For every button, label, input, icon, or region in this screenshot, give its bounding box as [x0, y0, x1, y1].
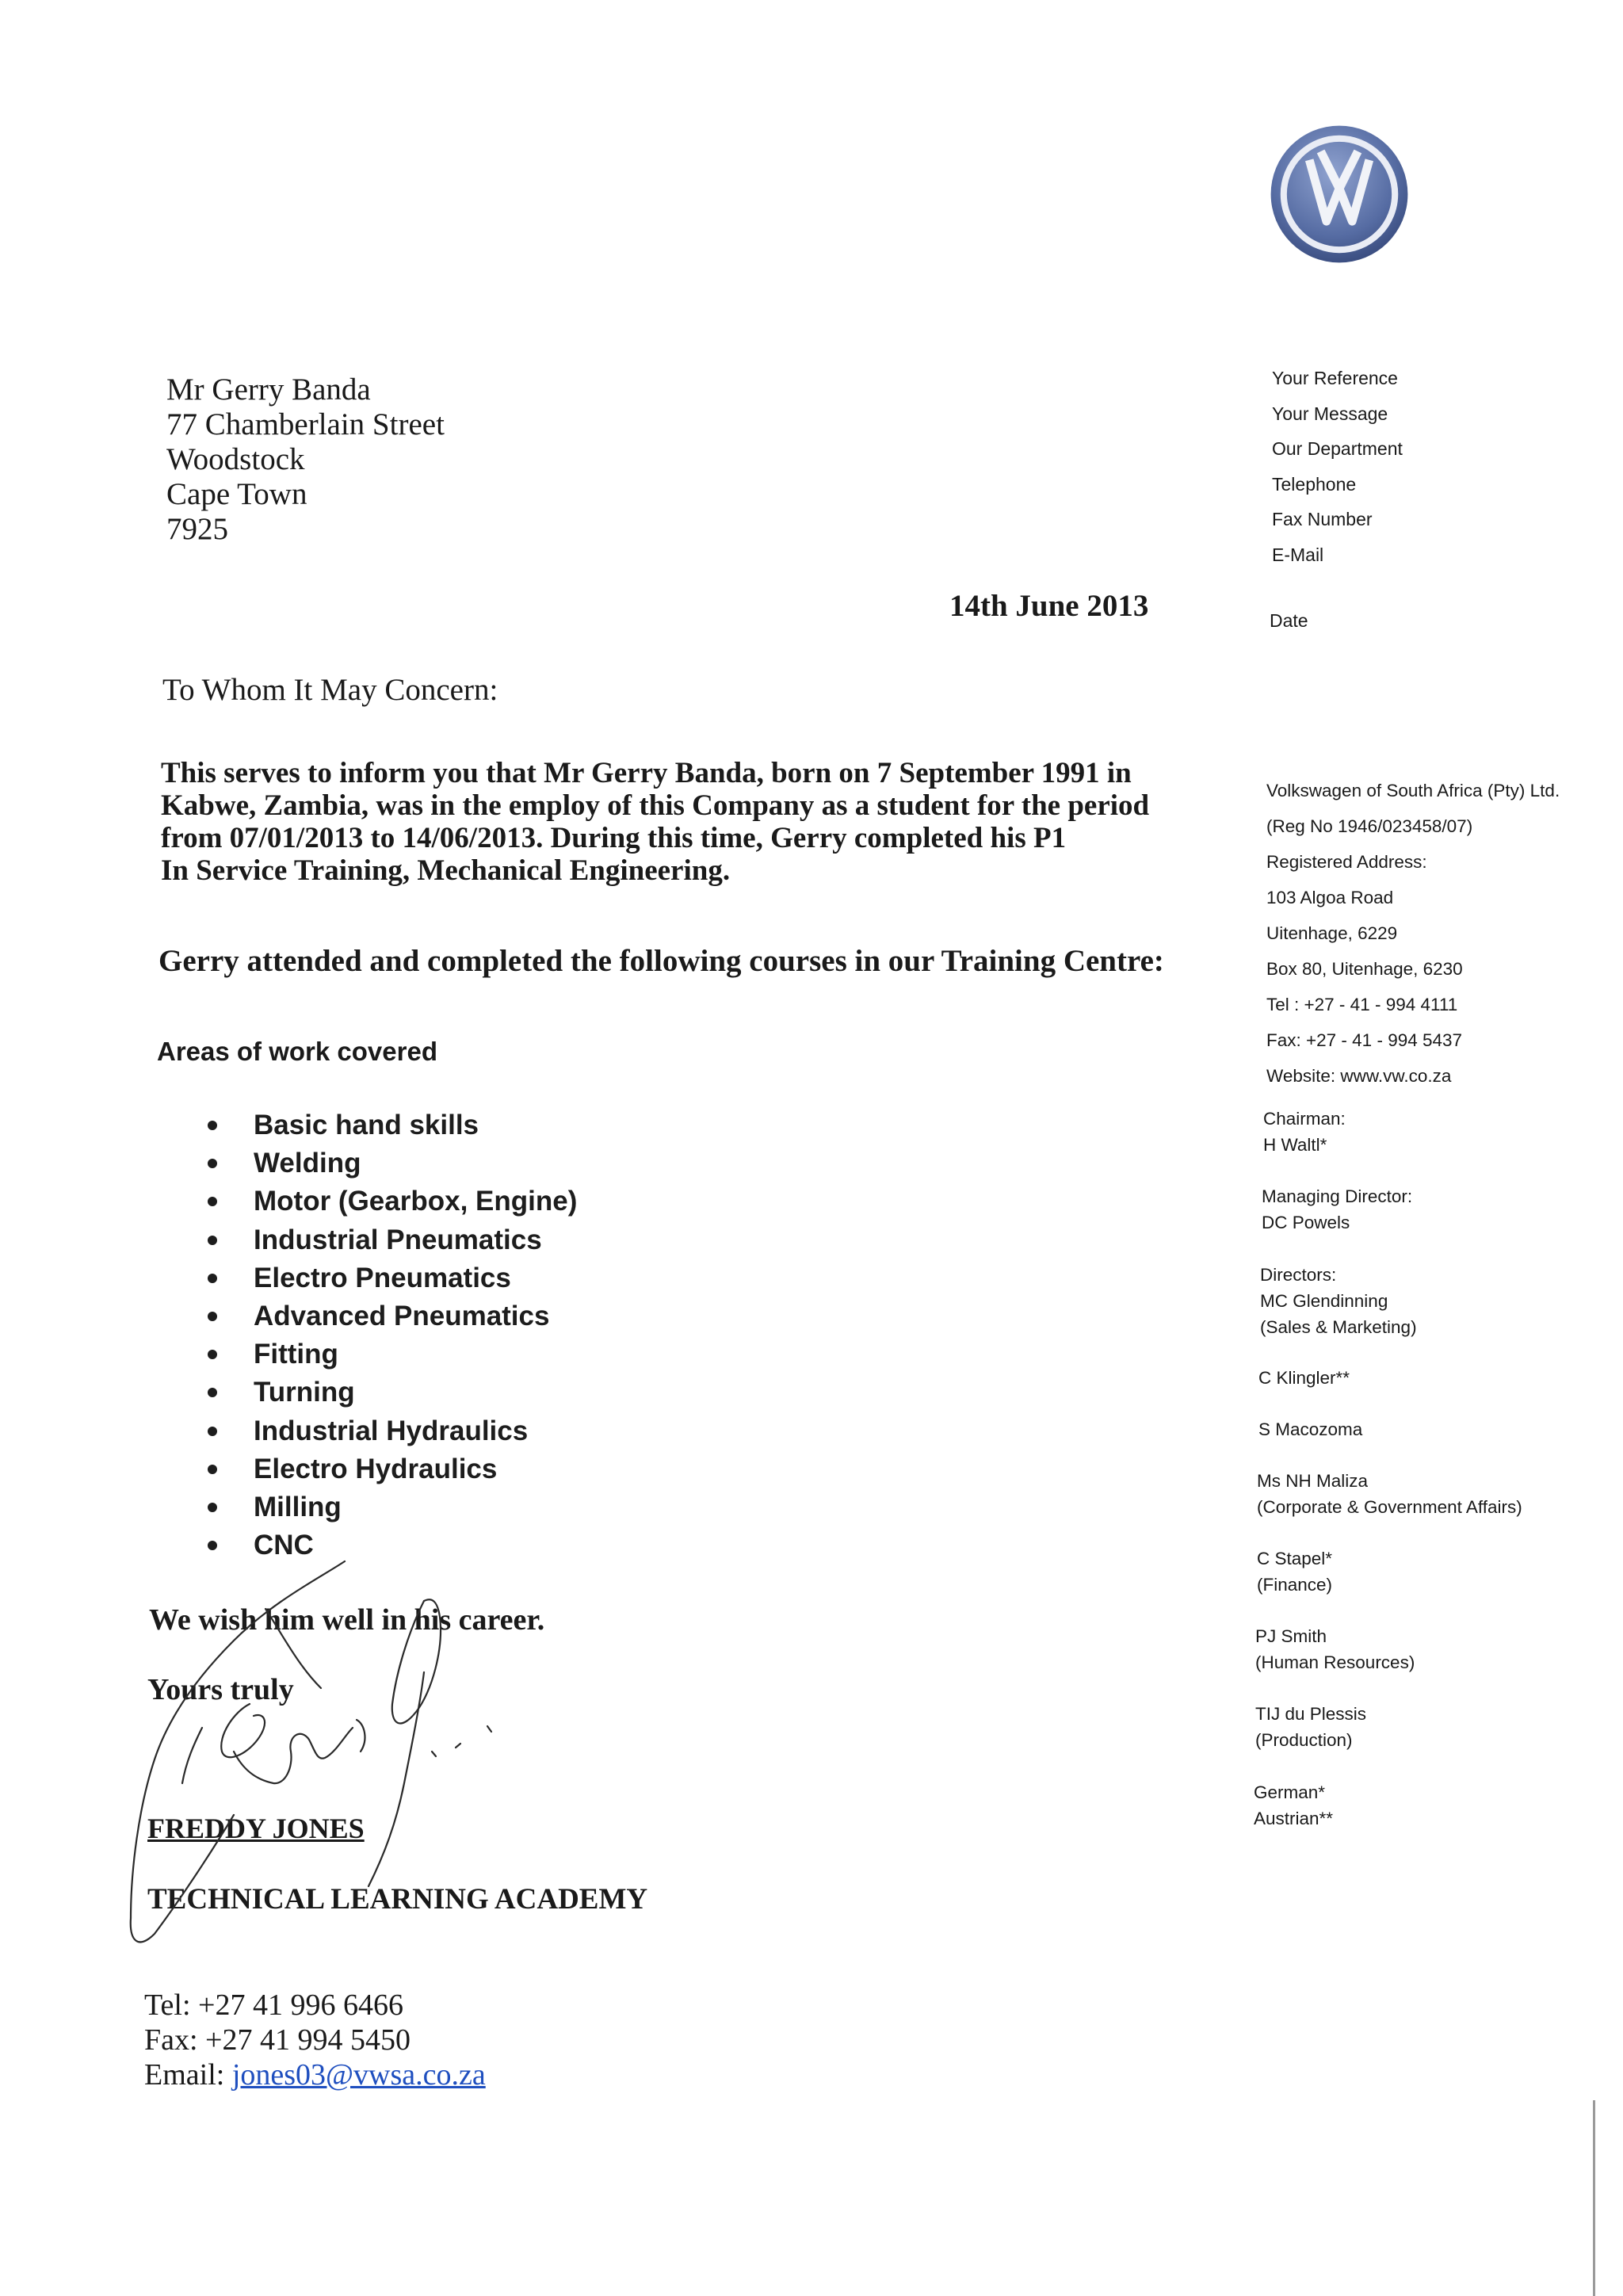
- bullet-icon: [208, 1236, 217, 1245]
- salutation: To Whom It May Concern:: [162, 673, 498, 707]
- label-your-message: Your Message: [1272, 403, 1388, 424]
- bullet-icon: [208, 1427, 217, 1436]
- course-name: Advanced Pneumatics: [254, 1300, 550, 1331]
- recipient-city: Cape Town: [166, 477, 307, 511]
- list-item: [198, 1452, 577, 1490]
- directors-block: [1260, 1262, 1417, 1340]
- company-fax: Fax: +27 - 41 - 994 5437: [1266, 1030, 1463, 1050]
- recipient-street: 77 Chamberlain Street: [166, 407, 445, 441]
- course-name: Motor (Gearbox, Engine): [254, 1186, 578, 1217]
- md-name: DC Powels: [1262, 1213, 1350, 1232]
- director-name: C Stapel*: [1257, 1549, 1333, 1568]
- sign-off: Yours truly: [147, 1673, 294, 1706]
- md-label: Managing Director:: [1262, 1186, 1413, 1206]
- label-telephone: Telephone: [1272, 473, 1357, 495]
- legend-german: German*: [1254, 1782, 1326, 1802]
- list-item: [198, 1146, 577, 1184]
- director-name: S Macozoma: [1258, 1419, 1363, 1439]
- directors-label: Directors:: [1260, 1265, 1337, 1285]
- bullet-icon: [208, 1350, 217, 1359]
- course-list: [198, 1108, 577, 1566]
- bullet-icon: [208, 1312, 217, 1321]
- director-role: (Sales & Marketing): [1260, 1317, 1417, 1337]
- bullet-icon: [208, 1541, 217, 1550]
- label-your-reference: Your Reference: [1272, 368, 1398, 388]
- director-name: Ms NH Maliza: [1257, 1471, 1369, 1491]
- bullet-icon: [208, 1121, 217, 1130]
- body-line: In Service Training, Mechanical Engineering.: [161, 854, 731, 887]
- director-block: [1257, 1468, 1522, 1520]
- director-role: (Corporate & Government Affairs): [1257, 1497, 1522, 1517]
- email-label: Email:: [144, 2058, 232, 2092]
- legend-austrian: Austrian**: [1254, 1809, 1334, 1828]
- list-item: [198, 1184, 577, 1222]
- contact-fax: Fax: +27 41 994 5450: [144, 2023, 411, 2057]
- bullet-icon: [208, 1197, 217, 1206]
- director-name: MC Glendinning: [1260, 1291, 1388, 1311]
- label-fax-number: Fax Number: [1272, 509, 1373, 529]
- bullet-icon: [208, 1159, 217, 1168]
- list-item: [198, 1490, 577, 1528]
- course-name: Electro Pneumatics: [254, 1262, 511, 1293]
- recipient-address: [166, 372, 445, 547]
- contact-tel: Tel: +27 41 996 6466: [144, 1988, 403, 2022]
- company-details: [1266, 773, 1560, 1094]
- contact-block: [144, 1988, 486, 2092]
- course-name: Milling: [254, 1491, 342, 1522]
- course-name: Turning: [254, 1377, 355, 1408]
- course-name: CNC: [254, 1530, 314, 1561]
- list-item: [198, 1108, 577, 1146]
- company-name: Volkswagen of South Africa (Pty) Ltd.: [1266, 781, 1560, 800]
- director-role: (Finance): [1257, 1575, 1333, 1595]
- course-name: Electro Hydraulics: [254, 1453, 498, 1484]
- handwritten-signature: [83, 1553, 527, 1966]
- course-name: Industrial Hydraulics: [254, 1415, 529, 1446]
- director-block: [1255, 1701, 1366, 1753]
- recipient-postcode: 7925: [166, 512, 228, 546]
- company-address-city: Uitenhage, 6229: [1266, 923, 1398, 943]
- letter-date: 14th June 2013: [949, 589, 1149, 623]
- bullet-icon: [208, 1388, 217, 1397]
- md-block: [1262, 1183, 1412, 1236]
- company-reg: (Reg No 1946/023458/07): [1266, 816, 1473, 836]
- director-name: TIJ du Plessis: [1255, 1704, 1367, 1724]
- areas-heading: Areas of work covered: [157, 1037, 437, 1066]
- chairman-name: H Waltl*: [1263, 1135, 1327, 1155]
- list-item: [198, 1261, 577, 1299]
- course-name: Industrial Pneumatics: [254, 1224, 542, 1255]
- chairman-label: Chairman:: [1263, 1109, 1346, 1129]
- department-name: TECHNICAL LEARNING ACADEMY: [147, 1883, 648, 1916]
- bullet-icon: [208, 1503, 217, 1512]
- body-line: from 07/01/2013 to 14/06/2013. During this time, Gerry completed his P1: [161, 822, 1067, 854]
- director-block: [1257, 1545, 1332, 1598]
- label-our-department: Our Department: [1272, 438, 1403, 459]
- director-block: [1255, 1623, 1415, 1675]
- recipient-name: Mr Gerry Banda: [166, 372, 371, 407]
- label-email: E-Mail: [1272, 544, 1324, 565]
- director-block: [1258, 1365, 1350, 1391]
- recipient-suburb: Woodstock: [166, 442, 305, 476]
- director-role: (Human Resources): [1255, 1652, 1415, 1672]
- director-role: (Production): [1255, 1730, 1353, 1750]
- bullet-icon: [208, 1465, 217, 1474]
- company-box: Box 80, Uitenhage, 6230: [1266, 959, 1463, 979]
- body-line: Kabwe, Zambia, was in the employ of this Company as a student for the period: [161, 789, 1150, 822]
- company-address-street: 103 Algoa Road: [1266, 888, 1394, 907]
- chairman-block: [1263, 1106, 1346, 1158]
- course-name: Fitting: [254, 1339, 338, 1370]
- director-block: [1258, 1416, 1362, 1442]
- director-name: C Klingler**: [1258, 1368, 1350, 1388]
- vw-logo: [1268, 123, 1411, 266]
- course-name: Welding: [254, 1148, 361, 1179]
- list-item: [198, 1375, 577, 1413]
- reference-labels: [1272, 361, 1403, 572]
- contact-email-row: [144, 2057, 486, 2092]
- email-link[interactable]: jones03@vwsa.co.za: [231, 2058, 486, 2092]
- scan-edge-line: [1593, 2100, 1595, 2296]
- signatory-name: FREDDY JONES: [147, 1813, 365, 1844]
- course-name: Basic hand skills: [254, 1110, 479, 1140]
- company-website: Website: www.vw.co.za: [1266, 1066, 1452, 1086]
- nationality-legend: [1254, 1779, 1333, 1832]
- company-tel: Tel : +27 - 41 - 994 4111: [1266, 995, 1458, 1014]
- closing-line: We wish him well in his career.: [149, 1603, 545, 1637]
- list-item: [198, 1337, 577, 1375]
- director-name: PJ Smith: [1255, 1626, 1327, 1646]
- body-line: This serves to inform you that Mr Gerry Banda, born on 7 September 1991 in: [161, 757, 1132, 789]
- list-item: [198, 1414, 577, 1452]
- list-item: [198, 1299, 577, 1337]
- label-date: Date: [1270, 610, 1308, 631]
- company-address-label: Registered Address:: [1266, 852, 1427, 872]
- bullet-icon: [208, 1274, 217, 1283]
- body-paragraph-2: Gerry attended and completed the following courses in our Training Centre:: [158, 944, 1164, 978]
- list-item: [198, 1223, 577, 1261]
- body-paragraph-1: [161, 757, 1191, 887]
